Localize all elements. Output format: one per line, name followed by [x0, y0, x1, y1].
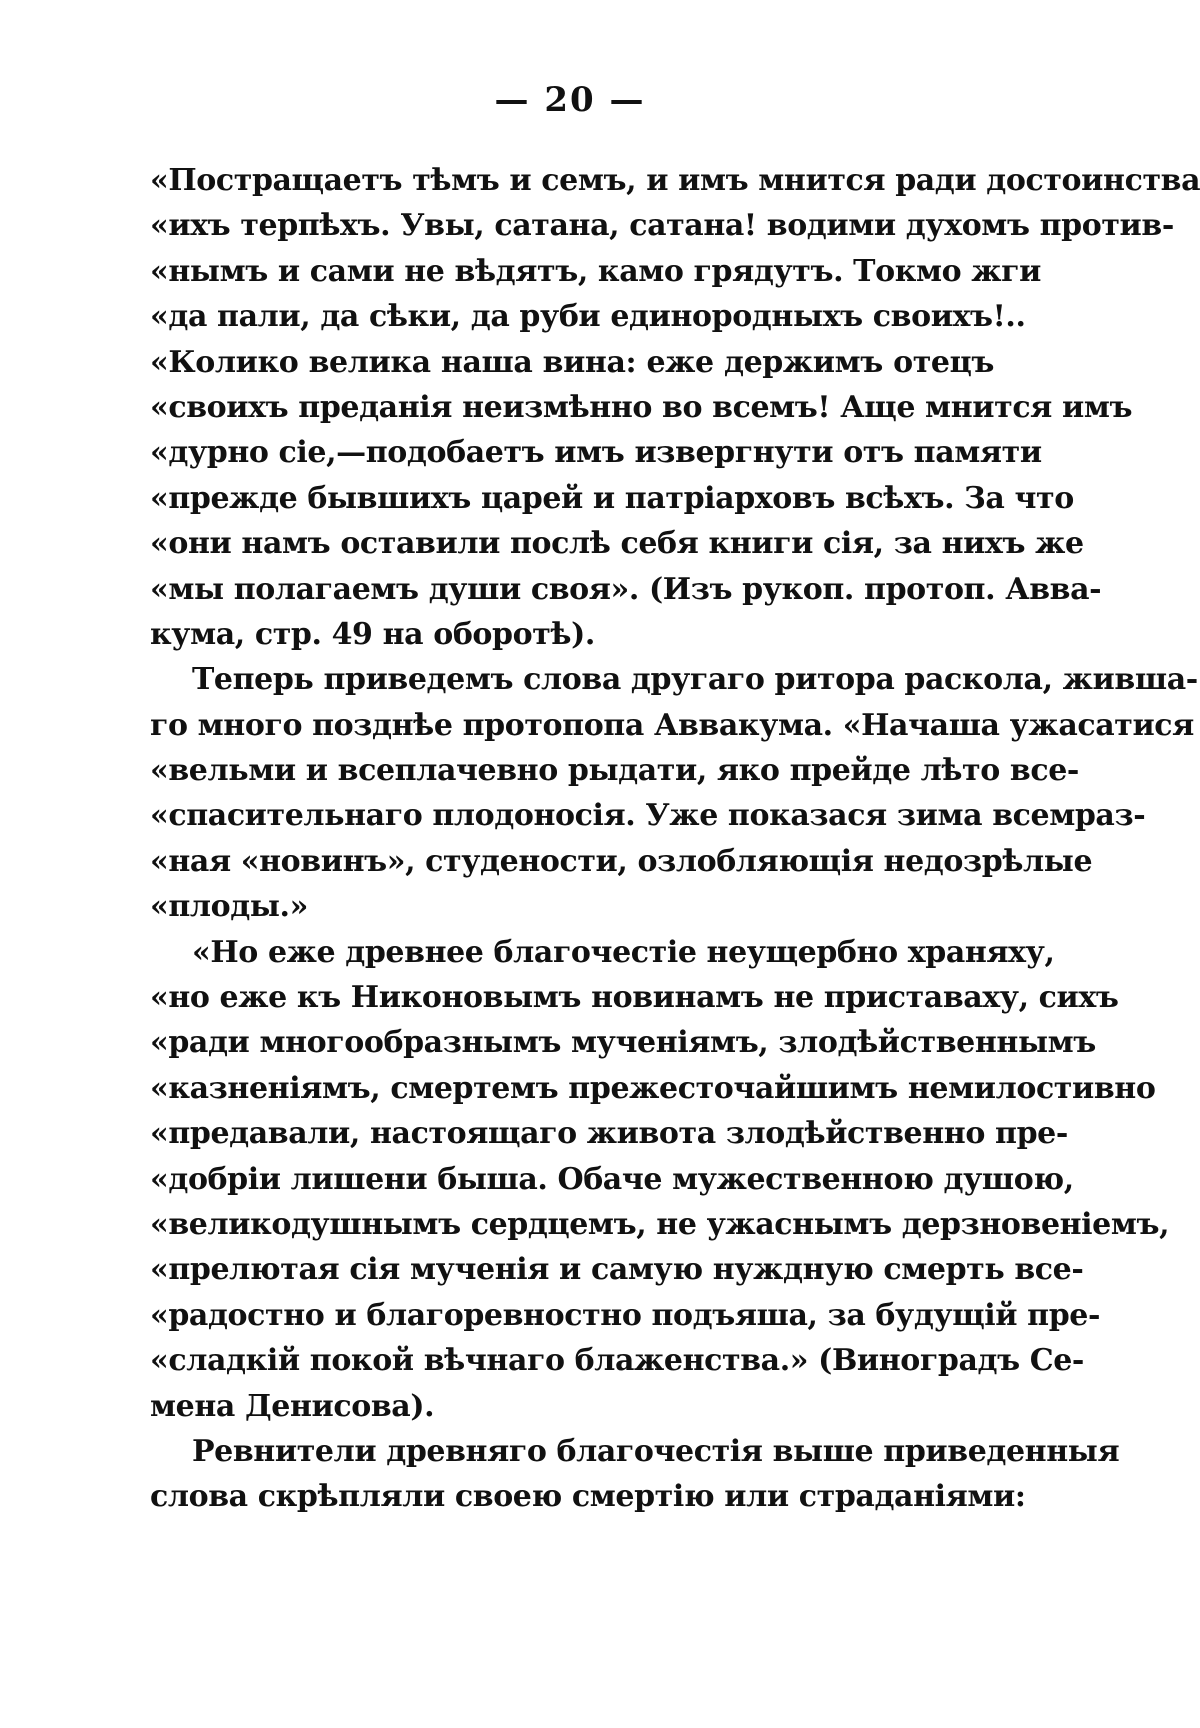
body-text: [150, 158, 1200, 1520]
text-line: «ради многообразнымъ мученіямъ, злодѣйственнымъ: [150, 1025, 1096, 1061]
text-line: «прелютая сія мученія и самую нуждную смерть все-: [150, 1252, 1084, 1288]
text-line: «дурно сіе,—подобаетъ имъ извергнути отъ памяти: [150, 435, 1042, 471]
page-number: — 20 —: [494, 80, 646, 120]
text-line: «Колико велика наша вина: еже держимъ отецъ: [150, 344, 994, 380]
text-line: мена Денисова).: [150, 1388, 435, 1424]
paragraph-quote-avvakum: [150, 158, 1200, 657]
text-line: «радостно и благоревностно подъяша, за будущій пре-: [150, 1297, 1101, 1333]
text-line: слова скрѣпляли своею смертію или страданіями:: [150, 1479, 1026, 1515]
text-line: «плоды.»: [150, 889, 308, 925]
paragraph-zealots: [150, 1429, 1120, 1520]
text-line: Теперь приведемъ слова другаго ритора раскола, живша-: [192, 662, 1198, 698]
text-line: «вельми и всеплачевно рыдати, яко прейде лѣто все-: [150, 753, 1079, 789]
text-line: «сладкій покой вѣчнаго блаженства.» (Виноградъ Се-: [150, 1343, 1084, 1379]
text-line: «предавали, настоящаго живота злодѣйственно пре-: [150, 1116, 1068, 1152]
paragraph-another-rhetor: [150, 657, 1198, 929]
text-line: Ревнители древняго благочестія выше приведенныя: [192, 1433, 1120, 1469]
text-line: «своихъ преданія неизмѣнно во всемъ! Аще мнится имъ: [150, 389, 1133, 425]
text-line: «но еже къ Никоновымъ новинамъ не приставаху, сихъ: [150, 980, 1119, 1016]
text-line: «ная «новинъ», студености, озлобляющія недозрѣлые: [150, 843, 1093, 879]
text-line: «спасительнаго плодоносія. Уже показася зима всемраз-: [150, 798, 1146, 834]
text-line: «они намъ оставили послѣ себя книги сія, за нихъ же: [150, 526, 1084, 562]
text-line: «прежде бывшихъ царей и патріарховъ всѣхъ. За что: [150, 480, 1074, 516]
text-line: «Но еже древнее благочестіе неущербно храняху,: [192, 934, 1055, 970]
text-line: «казненіямъ, смертемъ прежесточайшимъ немилостивно: [150, 1070, 1156, 1106]
text-line: «великодушнымъ сердцемъ, не ужаснымъ дерзновеніемъ,: [150, 1206, 1170, 1242]
text-line: «нымъ и сами не вѣдятъ, камо грядутъ. Токмо жги: [150, 253, 1042, 289]
paragraph-quote-denisov: [150, 930, 1170, 1429]
text-line: го много позднѣе протопопа Аввакума. «Начаша ужасатися: [150, 707, 1194, 743]
text-line: «добріи лишени быша. Обаче мужественною душою,: [150, 1161, 1074, 1197]
text-line: «ихъ терпѣхъ. Увы, сатана, сатана! водими духомъ против-: [150, 208, 1174, 244]
text-line: «да пали, да сѣки, да руби единородныхъ своихъ!..: [150, 299, 1026, 335]
text-line: «Постращаетъ тѣмъ и семъ, и имъ мнится ради достоинства: [150, 163, 1200, 198]
text-line: «мы полагаемъ души своя». (Изъ рукоп. протоп. Авва-: [150, 571, 1102, 607]
text-line: кума, стр. 49 на оборотѣ).: [150, 616, 595, 652]
